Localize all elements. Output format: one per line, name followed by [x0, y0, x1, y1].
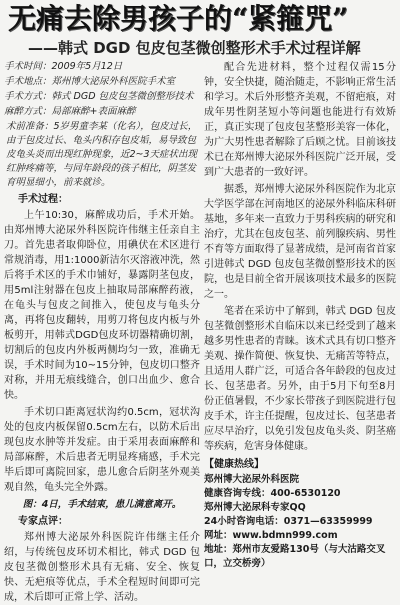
right-paragraph-1: 配合先进材料，整个过程仅需15分钟，安全快捷，随治随走，不影响正常生活和学习。术后外形整齐美观，不留疤痕，对成年男性阴茎短小等问题也能进行有效矫正，真正实现了包皮包茎整形美容一体化，为广大男性患者解除了后顾之忧。目前该技术已在郑州博大泌尿外科医院广泛开展，受到广大患者的一致好评。: [204, 62, 396, 178]
process-paragraph-2: 手术切口距离冠状沟约0.5cm，冠状沟处的包皮内板保留0.5cm左右，以防术后出现包皮水肿等并发症。由于采用表面麻醉和局部麻醉，术后患者无明显疼痛感，手术完毕后即可离院回家，患儿愈合后阴茎外观美观自然，龟头完全外露。: [4, 407, 200, 493]
surgery-method: 手术方式：韩式 DGD 包皮包茎微创整形技术: [4, 91, 194, 102]
expert-qq: 郑州博大泌尿科专家QQ: [204, 502, 306, 513]
right-column: [204, 60, 396, 569]
process-paragraph-1: 上午10:30，麻醉成功后，手术开始。由郑州博大泌尿外科医院许伟继主任亲自主刀。首先患者取仰卧位，用碘伏在术区进行常规消毒，用1:1000新洁尔灭溶液冲洗，然后将手术区的手术巾铺好，暴露阴茎包皮，用5ml注射器在包皮上抽取局部麻醉药液，在龟头与包皮之间推入，使包皮与龟头分离，再将包皮翻转，用剪刀将包皮内板与外板剪开，用韩式DGD包皮环切器精确切割，切割后的包皮内外板两侧均匀一致，准确无误，手术时间为10~15分钟，包皮切口整齐对称，并用无痕线缝合，创口出血少、愈合快。: [4, 210, 200, 401]
consult-hotline: 健康咨询专线：400-6530120: [204, 488, 341, 499]
right-paragraph-3: 笔者在采访中了解到，韩式 DGD 包皮包茎微创整形术自临床以来已经受到了越来越多男性患者的青睐。该术式具有切口整齐美观、操作简便、恢复快、无痛苦等特点，且适用人群广泛，可适合各年龄段的包皮过长、包茎患者。另外，由于5月下旬至8月份正值暑假，不少家长带孩子到医院进行包皮手术，许主任提醒，包皮过长、包茎患者应尽早治疗，以免引发包皮龟头炎、阴茎癌等疾病，危害身体健康。: [204, 306, 396, 452]
expert-paragraph: 郑州博大泌尿外科医院许伟继主任介绍，与传统包皮环切术相比，韩式 DGD 包皮包茎微创整形术具有无痛、安全、恢复快、无疤痕等优点，手术全程短时间即可完成，术后即可正常上学、活动。: [4, 532, 200, 603]
surgery-location: 手术地点：郑州博大泌尿外科医院手术室: [4, 76, 176, 87]
left-column: [4, 60, 200, 603]
process-section-title: 手术过程：: [18, 194, 68, 205]
expert-section-title: 专家点评：: [18, 516, 68, 527]
photo-caption: 图：4日，手术结束，患儿满意离开。: [22, 499, 182, 510]
anesthesia-method: 麻醉方式：局部麻醉+表面麻醉: [4, 106, 136, 117]
preop-notes: 术前准备：5岁男童李某（化名），包皮过长，由于包皮过长、龟头内积存包皮垢，易导致包皮龟头炎而出现红肿现象，近2~3天症状出现红肿疼痛等，与同年龄段的孩子相比，阴茎发育明显细小，前来就诊。: [6, 121, 198, 188]
address: 地址：郑州市友爱路130号（与大沽路交叉口，立交桥旁）: [204, 544, 386, 569]
health-hotline-title: 【健康热线】: [204, 459, 264, 470]
surgery-time: 手术时间：2009年5月12日: [4, 61, 123, 72]
hospital-name: 郑州博大泌尿外科医院: [204, 474, 300, 485]
website: 网址：www.bdmn999.com: [204, 530, 338, 541]
phone-24h: 24小时咨询电话：0371—63359999: [204, 516, 373, 527]
headline: 无痛去除男孩子的“紧箍咒”: [8, 2, 349, 35]
subheadline: ——韩式 DGD 包皮包茎微创整形术手术过程详解: [28, 39, 361, 57]
right-paragraph-2: 据悉，郑州博大泌尿外科医院作为北京大学医学部在河南地区的泌尿外科临床科研基地，多年来一直致力于男科疾病的研究和治疗，尤其在包皮包茎、前列腺疾病、男性不育等方面取得了显著成绩，是河南省首家引进韩式 DGD 包皮包茎微创整形技术的医院，也是目前全省开展该项技术最多的医院之一。: [204, 184, 396, 300]
